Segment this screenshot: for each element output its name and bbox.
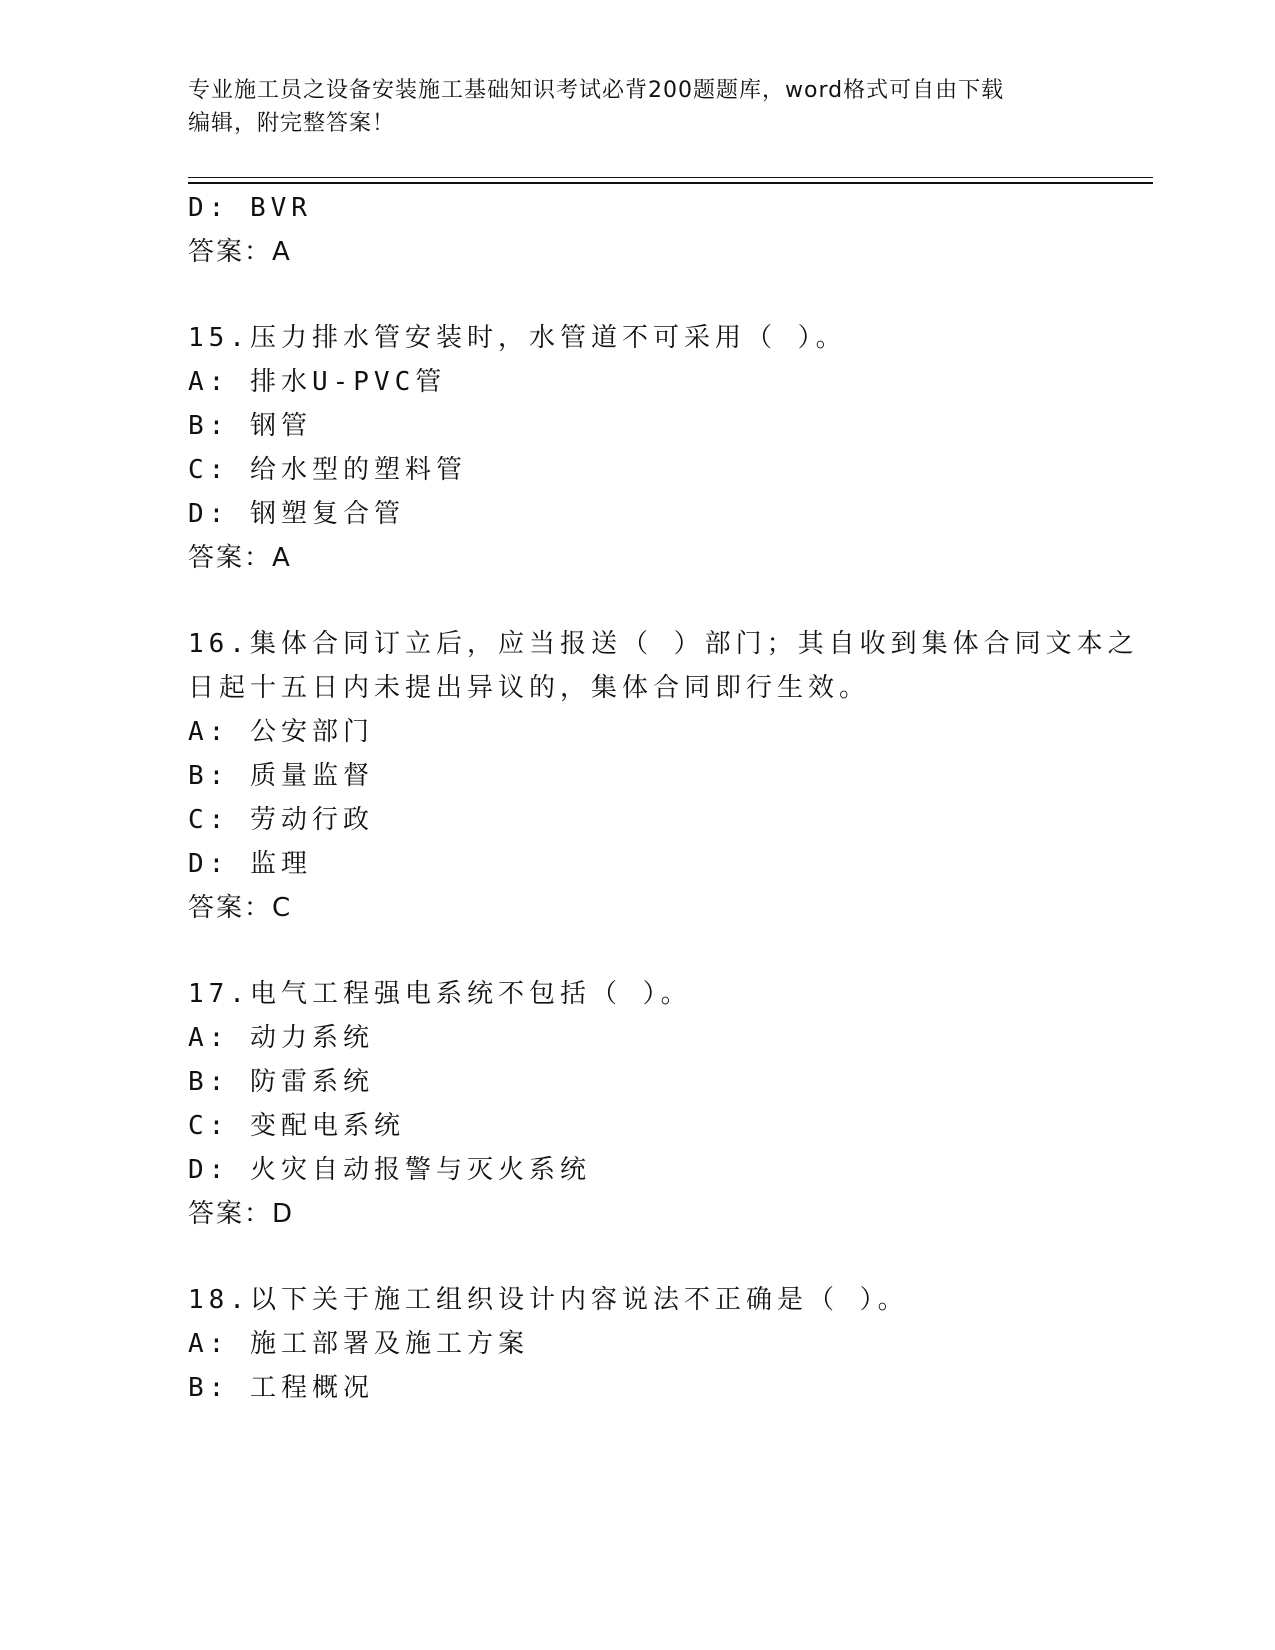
- header-rule-thick: [188, 182, 1153, 184]
- question-15-option-b: B: 钢管: [188, 411, 312, 441]
- header-rule-thin: [188, 177, 1153, 178]
- question-17-option-a: A: 动力系统: [188, 1023, 374, 1053]
- question-15-option-a: A: 排水U-PVC管: [188, 367, 447, 397]
- question-17-option-b: B: 防雷系统: [188, 1067, 374, 1097]
- document-header: [188, 74, 1068, 140]
- question-15-option-d: D: 钢塑复合管: [188, 499, 405, 529]
- question-18-option-b: B: 工程概况: [188, 1373, 374, 1403]
- header-line-1: 专业施工员之设备安装施工基础知识考试必背200题题库，word格式可自由下载: [188, 78, 1005, 103]
- header-line-2: 编辑，附完整答案！: [188, 111, 396, 136]
- question-18-option-a: A: 施工部署及施工方案: [188, 1329, 529, 1359]
- question-16-option-d: D: 监理: [188, 849, 312, 879]
- question-17-option-d: D: 火灾自动报警与灭火系统: [188, 1155, 591, 1185]
- question-16-stem-line-2: 日起十五日内未提出异议的，集体合同即行生效。: [188, 673, 871, 703]
- prev-answer: 答案：A: [188, 237, 292, 267]
- question-18-stem: 18.以下关于施工组织设计内容说法不正确是（ ）。: [188, 1285, 909, 1315]
- question-17-option-c: C: 变配电系统: [188, 1111, 405, 1141]
- question-16-answer: 答案：C: [188, 893, 293, 923]
- question-15-option-c: C: 给水型的塑料管: [188, 455, 467, 485]
- question-15-stem: 15.压力排水管安装时，水管道不可采用（ ）。: [188, 323, 847, 353]
- question-16-option-b: B: 质量监督: [188, 761, 374, 791]
- prev-option-d: D: BVR: [188, 193, 312, 223]
- question-17-stem: 17.电气工程强电系统不包括（ ）。: [188, 979, 692, 1009]
- question-15-answer: 答案：A: [188, 543, 292, 573]
- question-16-stem-line-1: 16.集体合同订立后，应当报送（ ）部门；其自收到集体合同文本之: [188, 629, 1139, 659]
- question-16-option-a: A: 公安部门: [188, 717, 374, 747]
- question-17-answer: 答案：D: [188, 1199, 295, 1229]
- question-16-option-c: C: 劳动行政: [188, 805, 374, 835]
